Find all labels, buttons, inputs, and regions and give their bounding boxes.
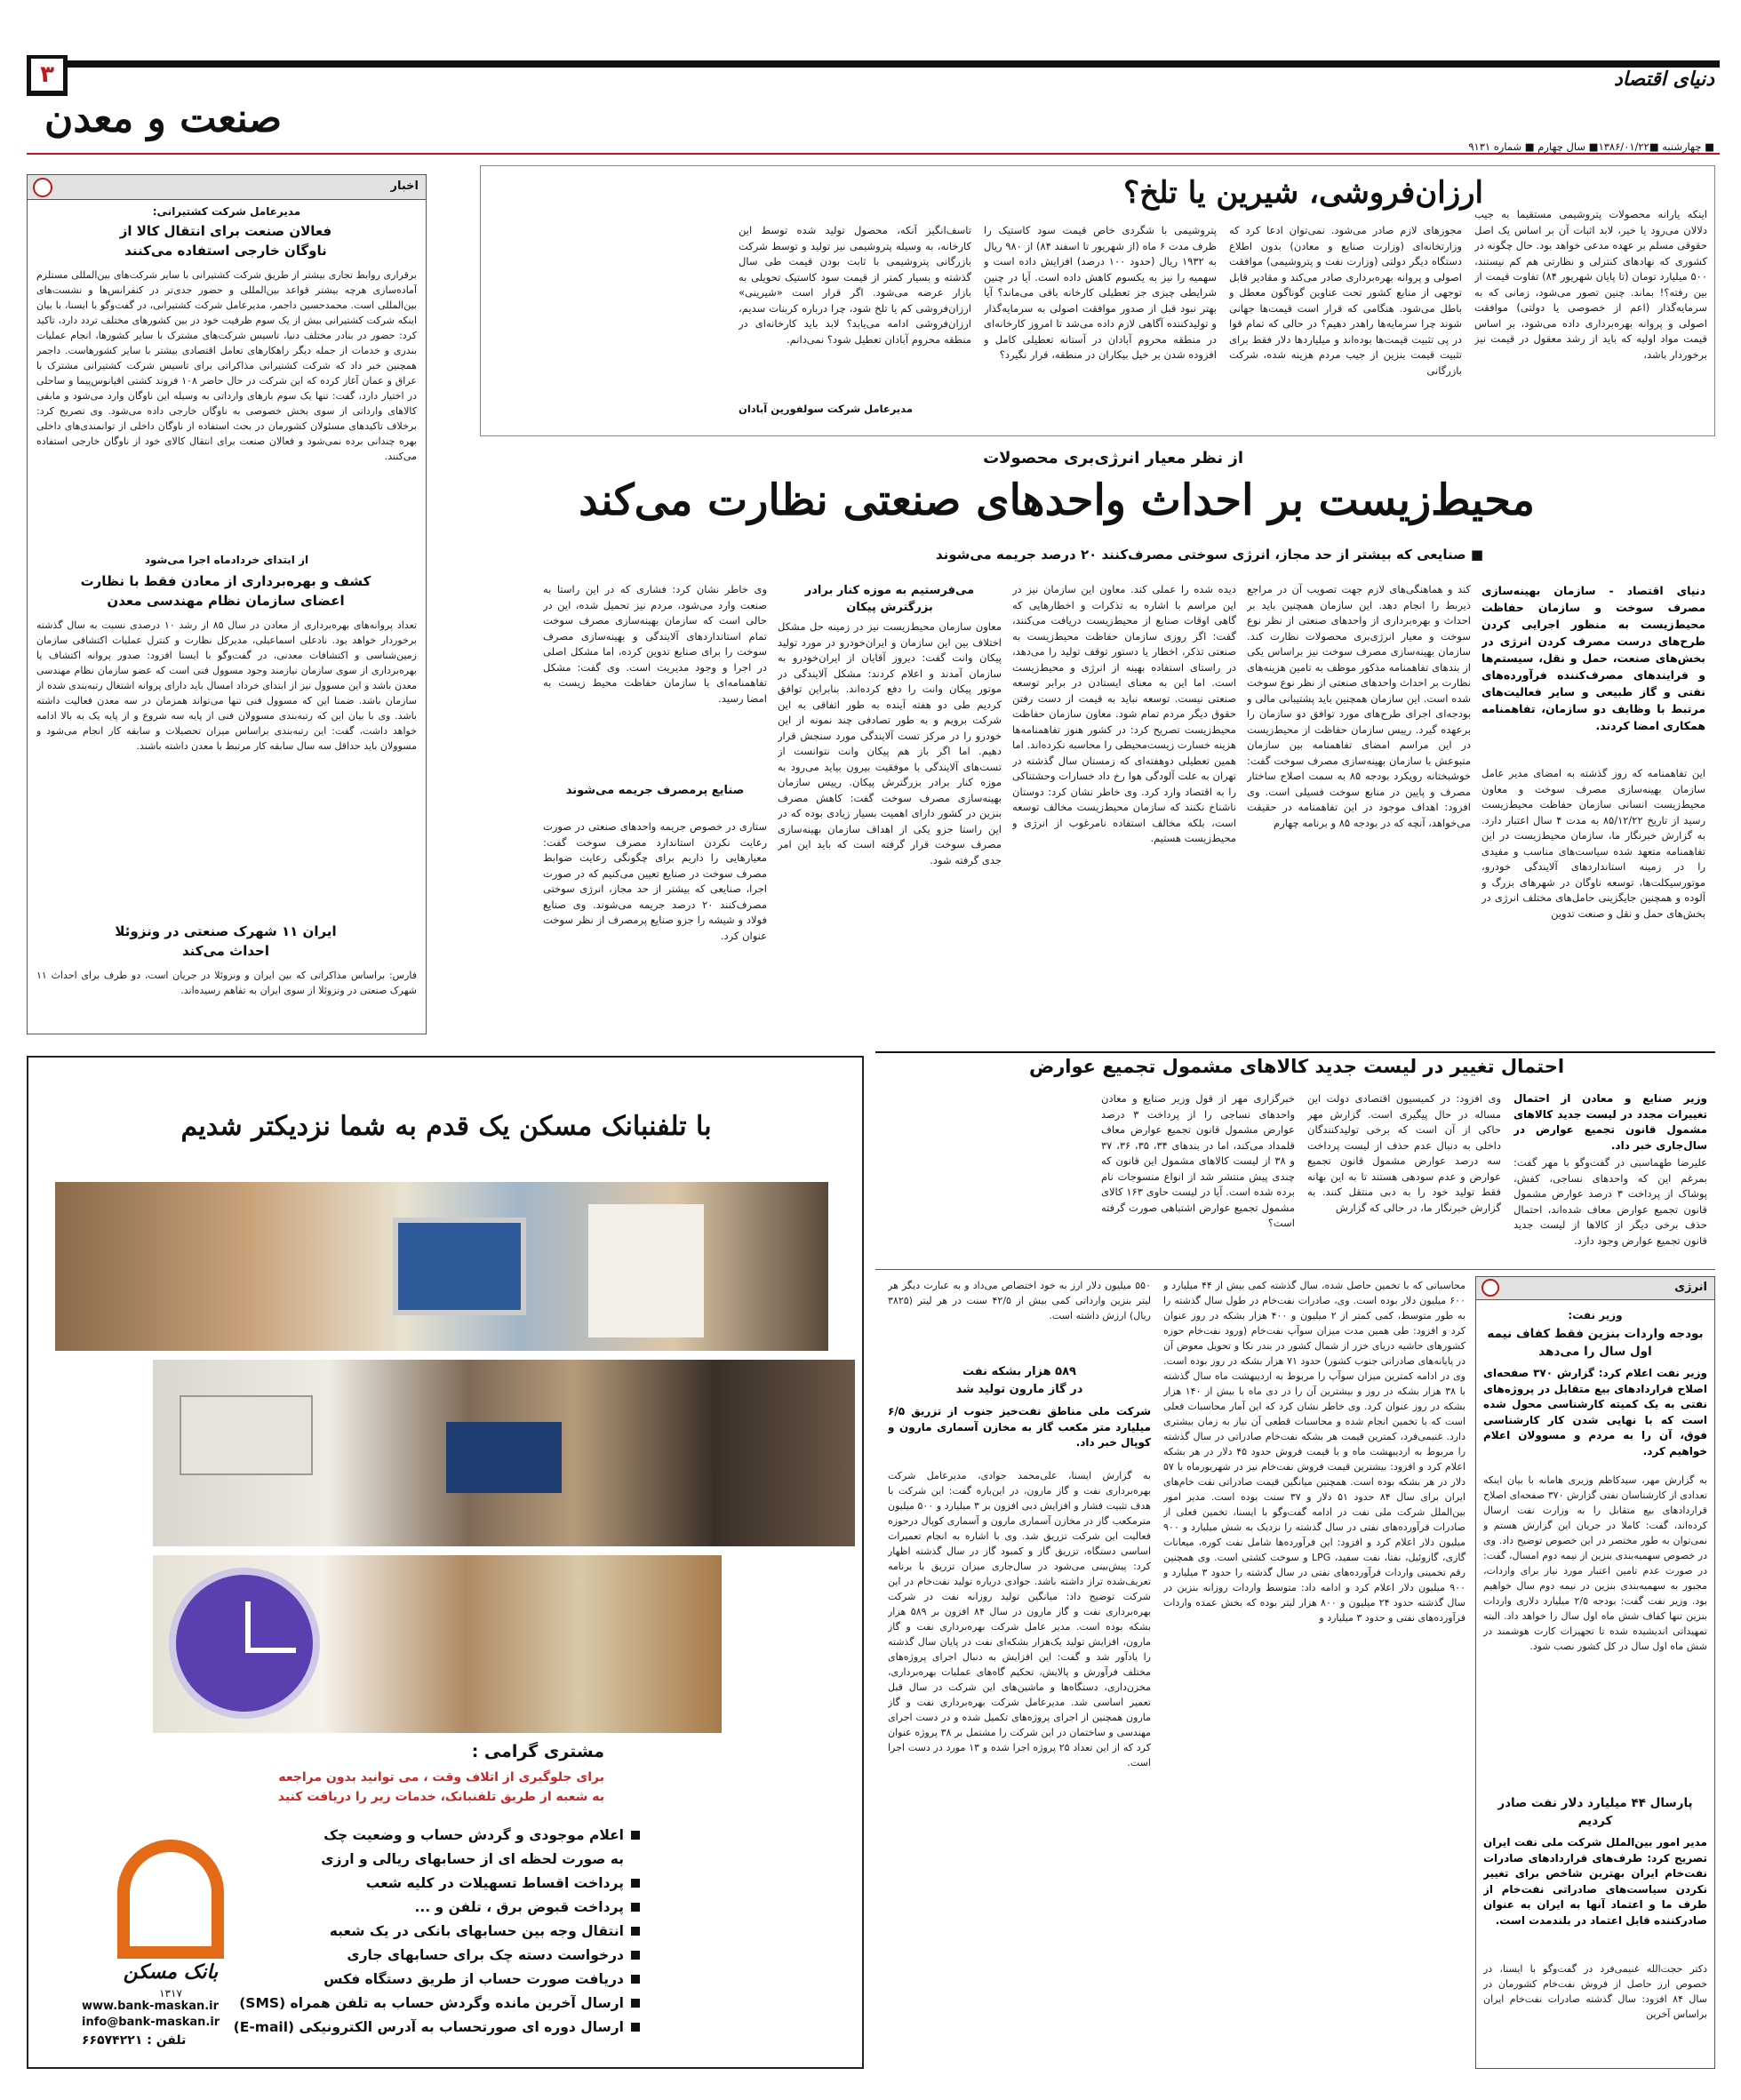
bank-phone: تلفن : ۶۶۵۷۴۲۲۱ [82,2033,187,2048]
bullet-icon [631,1951,640,1960]
bank-email[interactable]: info@bank-maskan.ir [82,2016,220,2029]
energy-a1-body: به گزارش مهر، سیدکاظم وزیری هامانه با بیان اینکه تعدادی از کارشناسان نفتی گزارش ۳۷۰ صفحه‌ای اصلاح قراردادهای بیع متقابل را به وزارت نفت ارسال کرده‌اند، گفت: کاملا در جریان این گزارش هستم و نمی‌توان به طور مختصر در این خصوص توضیح داد. وی در خصوص سهمیه‌بندی بنزین از نیمه دوم امسال، گفت: در صورت عدم تامین اعتبار مورد نیاز برای واردات، مجبور به سهمیه‌بندی بنزین در نیمه دوم سال خواهیم بود. وزیر نفت گفت: بودجه ۲/۵ میلیارد دلاری واردات بنزین تنها کفاف شش ماه اول سال را خواهد داد. البته تمهیداتی اندیشیده شده تا تجهیزات کارت هوشمند در شش ماه اول سال در کل کشور نصب شود. [1483,1474,1707,1652]
main-col-5b: ستاری در خصوص جریمه واحدهای صنعتی در صورت رعایت نکردن استاندارد مصرف سوخت گفت: معیارهایی را داریم برای چگونگی رعایت ضوابط مصرف سوخت در صنایع تعیین می‌کنیم که در صورت اجرا، صنایعی که بیشتر از حد مجاز، انرژی سوختی مصرف‌کنند ۲۰ درصد جریمه می‌شوند. وی صنایع فولاد و شیشه را جزو صنایع پرمصرف از نظر سوخت عنوان کرد. [543,820,767,942]
ad-red-line-1: برای جلوگیری از اتلاف وقت ، می توانید بدون مراجعه [278,1770,604,1785]
bank-website[interactable]: www.bank-maskan.ir [82,2000,220,2013]
energy-label: انرژی [1674,1281,1707,1294]
laptop-screen [393,1218,526,1315]
main-lead: ■ صنایعی که بیشتر از حد مجاز، انرژی سوختی مصرف‌کنند ۲۰ درصد جریمه می‌شوند [935,547,1483,563]
bullet-icon [631,1879,640,1888]
bank-logo-base [117,1946,224,1959]
ad-services-list [178,1824,640,2040]
phone-keypad [180,1395,313,1475]
main-col-4-heading: می‌فرستیم به موزه کنار برادر بزرگترش پیکان [804,584,975,614]
news-1-supertitle: مدیرعامل شرکت کشتیرانی: [152,205,301,218]
energy-col-2: محاسباتی که با تخمین حاصل شده، سال گذشته کمی بیش از ۴۴ میلیارد و ۶۰۰ میلیون دلار بوده است. وی، صادرات نفت‌خام در طول سال گذشته را به طور متوسط، کمی کمتر از ۲ میلیون و ۴۰۰ هزار بشکه در روز عنوان کرد و افزود: طی همین مدت میزان سوآپ نفت‌خام (ورود نفت‌خام حوزه کشورهای حاشیه دریای خزر از شمال کشور در بندر نکا و تحویل معوض آن در پایانه‌های صادراتی جنوب کشور) حدود ۷۱ هزار بشکه در روز بوده است. وی در ادامه کمترین میزان سوآپ را مربوط به اردیبهشت ماه سال گذشته با ۳۸ هزار بشکه در روز و بیشترین آن را در دی ماه با بیش از ۱۴۰ هزار بشکه در روز عنوان کرد. وی خاطر نشان کرد که این آمار محاسبات فعلی است که با تخمین انجام شده و محاسبات قطعی آن نیاز به زمان بیشتری دارد. غنیمی‌فرد، کمترین قیمت هر بشکه نفت‌خام صادراتی در سال گذشته را مربوط به اردیبهشت ماه و با قیمت فروش حدود ۴۵ دلار در هر بشکه اعلام کرد و افزود: بیشترین قیمت فروش نفت‌خام نیز در شهریورماه با ۵۷ دلار در هر بشکه بوده است. همچنین میانگین قیمت صادراتی نفت خام‌های ایران برای سال ۸۴ حدود ۵۱ دلار و ۳۷ سنت بوده است. مدیر امور بین‌الملل شرکت ملی نفت در ادامه گفت‌وگو با ایسنا، تخمین فعلی از صادرات فرآورده‌های نفتی در سال گذشته را نزدیک به شش میلیارد و ۹۰۰ میلیون دلار اعلام کرد و افزود: این فرآورده‌ها شامل نفت کوره، میعانات گازی، گازوئیل، نفتا، نفت سفید، LPG و سوخت کشتی است. وی همچنین رقم تخمینی واردات فرآورده‌های نفتی در سال گذشته را حدود ۳ میلیارد و ۹۰۰ میلیون دلار اعلام کرد و ادامه داد: متوسط واردات روزانه بنزین در سال گذشته حدود ۲۴ میلیون و ۸۰۰ هزار لیتر بوده که بخش عمده واردات فرآورده‌های نفتی و حدود ۳ میلیارد و [1163,1280,1465,1624]
bank-name: بانک مسکن [123,1960,219,1984]
page-number: ۳ [31,59,63,91]
opinion-author: مدیرعامل شرکت سولفورین آبادان [739,403,913,415]
service-item: درخواست دسته چک برای حسابهای جاری [178,1944,640,1968]
service-item: پرداخت اقساط تسهیلات در کلیه شعب [178,1872,640,1896]
service-item: پرداخت قبوض برق ، تلفن و ... [178,1896,640,1920]
news-3-body: فارس: براساس مذاکراتی که بین ایران و ونزوئلا در جریان است، دو طرف برای احداث ۱۱ شهرک صنعتی در ونزوئلا از سوی ایران به تفاهم رسیده‌اند. [36,970,417,996]
ad-greeting: مشتری گرامی : [471,1742,604,1761]
service-item: ارسال آخرین مانده وگردش حساب به تلفن همراه (SMS) [178,1992,640,2016]
service-item: دریافت صورت حساب از طریق دستگاه فکس [178,1968,640,1992]
opinion-col-2: مجوزهای لازم صادر می‌شود. نمی‌توان ادعا کرد که وزارتخانه‌ای (وزارت صنایع و معادن) بدون اطلاع دستگاه دیگر دولتی (وزارت نفت و پتروشیمی) موافقت اصولی و پروانه بهره‌برداری صادر می‌کند و مقادیر قابل توجهی از منابع کشور تحت عناوین گوناگون معطل و باطل می‌شود. هنگامی که قرار است قیمت‌ها جهانی شوند چرا سرمایه‌ها راهدر دهیم؟ در حالی که تمام قوا در پی تثبیت قیمت‌ها بوده‌اند و میلیاردها دلار فقط برای تثبیت قیمت بنزین از جیب مردم هزینه شده، شرکت بازرگانی [1229,224,1462,377]
main-kicker: از نظر معیار انرژی‌بری محصولات [983,449,1243,467]
tariff-col-2: وی افزود: در کمیسیون اقتصادی دولت این مساله در حال پیگیری است. گزارش مهر حاکی از آن است که برخی تولیدکنندگان داخلی به دنبال عدم حذف از لیست پرداخت سه درصد عوارض مشمول قانون تجمیع عوارض و عدم سودهی هستند تا به این بهانه فقط تولید خود را به دبی منتقل کنند. به گزارش خبرنگار ما، در حالی که گزارش [1307,1092,1501,1214]
news-2-supertitle: از ابتدای خردادماه اجرا می‌شود [144,554,309,566]
clock-icon [169,1568,320,1719]
bank-founded: ۱۳۱۷ [159,1987,182,2000]
main-col-5-heading: صنایع پرمصرف جریمه می‌شوند [565,784,745,797]
service-item: ارسال دوره ای صورتحساب به آدرس الکترونیکی (E-mail) [178,2016,640,2040]
car-laptop [446,1422,562,1493]
tariff-headline: احتمال تغییر در لیست جدید کالاهای مشمول تجمیع عوارض [1028,1056,1565,1077]
bank-ad[interactable] [27,1056,864,2069]
energy-col-3a: ۵۵۰ میلیون دلار ارز به خود اختصاص می‌داد و به عبارت دیگر هر لیتر بنزین وارداتی کمی بیش از ۴۲/۵ سنت در هر لیتر (۳۸۲۵ ریال) ارزش داشته است. [888,1280,1151,1321]
main-col-2: کند و هماهنگی‌های لازم جهت تصویب آن در مراجع ذیربط را انجام دهد. این سازمان همچنین باید بر احداث و بهره‌برداری از واحدهای صنعتی از نظر نوع سوخت و معیار انرژی‌بری محصولات نظارت کند. سازمان بهینه‌سازی مصرف سوخت نیز براساس یکی از بندهای تفاهمنامه مذکور موظف به تامین هزینه‌های نظارت بر احداث واحدهای صنعتی از نظر نوع سوخت شده است. این سازمان همچنین باید پشتیبانی مالی و بودجه‌ای اجرای طرح‌های مورد توافق دو سازمان را برعهده گیرد. رییس سازمان حفاظت از محیط‌زیست در این مراسم امضای تفاهمنامه بین سازمان متبوعش با سازمان بهینه‌سازی مصرف سوخت گفت: خوشبختانه رویکرد بودجه ۸۵ به سمت اصلاح ساختار مصرف و پایین در منابع سوخت فسیلی است. وی افزود: اهداف موجود در این تفاهمنامه در حقیقت می‌خواهد، آنچه که در بودجه ۸۵ و برنامه چهارم [1247,583,1471,829]
bullet-icon [631,2023,640,2032]
main-intro: دنیای اقتصاد - سازمان بهینه‌سازی مصرف سوخت و سازمان حفاظت محیط‌زیست به منظور اجرایی کردن طرح‌های درست مصرف کردن انرژی در بخش‌های صنعت، حمل و نقل، سیستم‌ها و فرایندهای مصرف‌کننده فرآورده‌های نفتی و گاز طبیعی و سایر فعالیت‌های مرتبط با وظایف دو سازمان، تفاهمنامه همکاری امضا کردند. [1481,584,1705,732]
main-col-4: معاون سازمان محیط‌زیست نیز در زمینه حل مشکل اختلاف بین این سازمان و ایران‌خودرو در مورد تولید پیکان وانت گفت: دیروز آقایان از ایران‌خودرو به سازمان آمدند و اعلام کردند: مشکل آلایندگی در موتور پیکان وانت را دفع کرده‌اند. بنابراین توافق کردیم طی دو هفته آینده به طور اتفاقی به این شرکت برویم و به طور تصادفی چند نمونه از این خودرو را در مرکز تست آلایندگی مورد سنجش قرار دهیم. اما اگر باز هم پیکان وانت نتوانست از تست‌های آلایندگی با موفقیت بیرون بیاید می‌رود به موزه کنار برادر بزرگترش پیکان. رییس سازمان بهینه‌سازی مصرف سوخت گفت: کاهش مصرف بنزین در کشور دارای اهمیت بسیار زیادی بوده که در این راستا جزو یکی از اهداف سازمان بهینه‌سازی مصرف سوخت قرار گرفته است که باید این امر جدی گرفته شود. [778,620,1002,866]
energy-header [1476,1277,1714,1300]
news-1-body: برقراری روابط تجاری بیشتر از طریق شرکت کشتیرانی با سایر شرکت‌های بین‌المللی مستلزم آماده‌سازی هرچه بیشتر قواعد بین‌المللی و حضور جدی‌تر در کنفرانس‌ها و نشست‌های بین‌المللی است. محمدحسین داجمر، مدیرعامل شرکت کشتیرانی، در گفت‌وگو با ایسنا، با بیان اینکه شرکت کشتیرانی بیش از یک سوم ظرفیت خود در بین کشورهای مختلف تردد دارد، تاکید کرد: حضور در بنادر مختلف دنیا، تاسیس شرکت‌های مشترک با سایر کشورها، انجام عملیات بندری و خدمات از جمله دیگر راهکارهای تعامل اقتصادی بیشتر با سایر کشورهاست. داجمر همچنین خبر داد که شرکت کشتیرانی مذاکراتی برای تاسیس شرکت کشتیرانی مشترک با عراق و عمان آغاز کرده که این شرکت در حال حاضر ۱۰۸ فروند کشتی اقیانوس‌پیما و ساحلی در اختیار دارد، گفت: تنها یک سوم بارهای وارداتی به وسیله این ناوگان وارد می‌شود و مابقی کالاهای وارداتی از سوی بخش خصوصی به ناوگان خارجی داده می‌شود. وی تصریح کرد: برخلاف تاکیدهای مسئولان کشورمان در بحث استفاده از ناوگان داخلی از توانمندی‌های داخلی بهره چندانی برده نمی‌شود و فعالان صنعت برای انتقال کالای خود از ناوگان خارجی استفاده می‌کنند. [36,269,417,462]
ad-red-line-2: به شعبه از طریق تلفنبانک، خدمات زیر را دریافت کنید [277,1790,604,1804]
newspaper-logo: دنیای اقتصاد [1614,68,1714,91]
main-col-1: این تفاهمنامه که روز گذشته به امضای مدیر عامل سازمان بهینه‌سازی مصرف سوخت و معاون محیط‌زیست انسانی سازمان حفاظت محیط‌زیست رسید از تاریخ ۸۵/۱۲/۲۲ به مدت ۴ سال اعتبار دارد. به گزارش خبرنگار ما، سازمان محیط‌زیست در این تفاهمنامه متعهد شده سیاست‌های مناسب و مفیدی را در زمینه استانداردهای آلایندگی خودرو، موتورسیکلت‌ها، توسعه ناوگان در شهرهای بزرگ و آلوده و همچنین جایگزینی حامل‌های مختلف انرژی در بخش‌های حمل و نقل و صنعت تدوین [1481,767,1705,920]
globe-icon [1481,1279,1499,1297]
opinion-author-photo [493,228,689,415]
energy-col-3-heading: در گاز مارون تولید شد [955,1383,1083,1396]
bullet-icon [631,1831,640,1840]
ad-headline: با تلفنبانک مسکن یک قدم به شما نزدیکتر شدیم [180,1111,712,1142]
energy-sidebar [1475,1276,1715,2069]
energy-col-3b: به گزارش ایسنا، علی‌محمد جوادی، مدیرعامل شرکت بهره‌برداری نفت و گاز مارون، در این‌باره گفت: این شرکت با هدف تثبیت فشار و افزایش دبی افزون بر ۳ میلیارد و ۵۰۰ میلیون مترمکعب گاز در مخازن آسماری مارون و آسماری کوپال درحوزه فعالیت این شرکت تزریق شد. وی با اشاره به انجام تعمیرات اساسی دستگاه، تزریق گاز و کمبود گاز در سال گذشته اظهار کرد: پیش‌بینی می‌شود در سال‌جاری میزان تزریق با برنامه تعریف‌شده تراز داشته باشد. جوادی درباره تولید نفت‌خام در این شرکت توضیح داد: میانگین تولید روزانه نفت در شرکت بهره‌برداری نفت و گاز مارون در سال ۸۴ افزون بر ۵۸۹ هزار بشکه بوده است. مدیر عامل شرکت بهره‌برداری نفت و گاز مارون، افزایش تولید یک‌هزار بشکه‌ای نفت در پایان سال گذشته را یادآور شد و گفت: این افزایش به دنبال اجرای پروژه‌های مختلف فرآورش و پالایش، تحکیم گاه‌های عملیات بهره‌برداری، مخزن‌داری، دستگاه‌ها و ماشین‌های این شرکت در سال قبل تعمیر اساسی شد. مدیرعامل شرکت بهره‌برداری نفت و گاز مارون همچنین از اجرای پروژه‌های تکمیل شده و در دست اجرای مهندسی و ساختمان در این شرکت را مشتمل بر ۳۸ پروژه عنوان کرد که از این تعداد ۲۵ پروژه اجرا شده و ۱۳ مورد در دست اجرا است. [888,1470,1151,1769]
news-sidebar [27,174,427,1034]
tariff-intro: وزیر صنایع و معادن از احتمال تغییرات مجدد در لیست جدید کالاهای مشمول قانون تجمیع عوارض در سال‌جاری خبر داد. [1513,1092,1707,1152]
ad-photo-family-laptop [55,1182,828,1351]
opinion-col-3: پتروشیمی با شگردی خاص قیمت سود کاستیک را ظرف مدت ۶ ماه (از شهریور تا اسفند ۸۴) از ۹۸۰ ریال به ۱۹۳۲ ریال (حدود ۱۰۰ درصد) افزایش داده است و سهمیه را نیز به یکسوم کاهش داده است. آیا در چنین شرایطی چیزی جز تعطیلی کارخانه باقی می‌ماند؟ آیا بهتر نبود قبل از صدور موافقت اصولی به سرمایه‌گذار و تولیدکننده آگاهی لازم داده می‌شد تا امروز کارخانه‌ای در منطقه محروم آبادان در آستانه تعطیلی کامل و افزوده شدن بر خیل بیکاران در منطقه، قرار نگیرد؟ [984,224,1217,361]
section-title: صنعت و معدن [44,96,283,141]
service-item: انتقال وجه بین حسابهای بانکی در یک شعبه [178,1920,640,1944]
bullet-icon [631,1999,640,2008]
energy-a1-title: بودجه واردات بنزین فقط کفاف نیمه اول سال را می‌دهد [1487,1327,1704,1359]
energy-col-3-intro: شرکت ملی مناطق نفت‌خیز جنوب از تزریق ۶/۵ میلیارد متر مکعب گاز به مخازن آسماری مارون و کوپال خبر داد. [888,1405,1151,1449]
header-rule [27,153,1720,155]
bullet-icon [631,1903,640,1912]
bullet-icon [631,1975,640,1984]
news-1-title: فعالان صنعت برای انتقال کالا از ناوگان خارجی استفاده می‌کنند [119,223,332,259]
news-2-title: کشف و بهره‌برداری از معادن فقط با نظارت اعضای سازمان نظام مهندسی معدن [80,573,371,609]
news-sidebar-header [28,175,426,200]
energy-a1-intro: وزیر نفت اعلام کرد: گزارش ۳۷۰ صفحه‌ای اصلاح قراردادهای بیع متقابل در پروژه‌های نفتی به یک کمیته کارشناسی محول شده است که با نهایی شدن کار کارشناسی فوق، آن را به مردم و مسوولان اعلام خواهیم کرد. [1483,1367,1707,1457]
opinion-title: ارزان‌فروشی، شیرین یا تلخ؟ [1123,175,1483,211]
header-bar [27,60,1720,68]
page-number-badge [27,55,68,96]
opinion-box [480,165,1715,436]
tariff-rule [875,1051,1715,1053]
energy-a1-supertitle: وزیر نفت: [1568,1309,1623,1321]
opinion-col-4: تاسف‌انگیز آنکه، محصول تولید شده توسط این کارخانه، به وسیله پتروشیمی نیز تولید و توسط شرکت بازرگانی پتروشیمی با ثابت بودن قیمت طی سال گذشته و بسیار کمتر از قیمت سود کاستیک تحویلی به بازار عرضه می‌شود. اگر قرار است «شیرینی» ارزان‌فروشی کم یا تلخ شود، چرا درباره کربنات سدیم، ارزان‌فروشی ادامه می‌یابد؟ لابد باید کارخانه‌ای در منطقه محروم آبادان تعطیل شود؟ نمی‌دانم. [739,224,971,346]
service-item: به صورت لحظه ای از حسابهای ریالی و ارزی [321,1851,624,1867]
energy-col-3-heading-sup: ۵۸۹ هزار بشکه نفت [962,1365,1076,1378]
energy-a2-body: دکتر حجت‌الله غنیمی‌فرد در گفت‌وگو با ایسنا، در خصوص ارز حاصل از فروش نفت‌خام کشورمان در سال ۸۴ افزود: سال گذشته صادرات نفت‌خام ایران براساس آخرین [1483,1963,1707,2020]
statement-paper [588,1204,704,1337]
energy-a2-intro: مدیر امور بین‌الملل شرکت ملی نفت ایران تصریح کرد: طرف‌های قراردادهای صادرات نفت‌خام ایران بهترین شاخص برای تغییر نکردن سیاست‌های صادراتی نفت‌خام از طرف ما و اعتماد آنها به ایران به عنوان صادرکننده قابل اعتماد در بلندمدت است. [1483,1836,1707,1927]
main-col-3: دیده شده را عملی کند. معاون این سازمان نیز در این مراسم با اشاره به تذکرات و اخطارهایی که گاهی اوقات صنایع از محیط‌زیست دریافت می‌کنند، گفت: اگر روزی سازمان حفاظت محیط‌زیست به صنعتی تذکر، اخطار یا دستور توقف تولید را می‌دهد، در راستای استفاده بهینه از انرژی و محیط‌زیست است. اما این به معنای ایستادن در برابر توسعه صنعتی نیست. توسعه نباید به قیمت از دست رفتن حقوق دیگر مردم تمام شود. معاون سازمان حفاظت محیط‌زیست تصریح کرد: در کشور هنوز تفاهمنامه‌ها هزینه خسارت زیست‌محیطی را محاسبه نکرده‌اند. اما همین تعطیلی دوهفته‌ای که زمستان سال گذشته در تهران به علت آلودگی هوا رخ داد خسارات وحشتناکی را به اقتصاد وارد کرد. وی خاطر نشان کرد: دوستان ناشناخ نکنند که سازمان محیط‌زیست مخالف توسعه است، بلکه مخالف استفاده نامرغوب از انرژی و محیط‌زیست هستیم. [1012,583,1236,844]
news-3-title: ایران ۱۱ شهرک صنعتی در ونزوئلا احداث می‌کند [115,923,337,959]
dateline: ■ چهارشنبه ■۱۳۸۶/۰۱/۲۲■ سال چهارم ■ شماره ۹۱۳۱ [1468,140,1714,153]
energy-a2-title: پارسال ۴۴ میلیارد دلار نفت صادر کردیم [1497,1796,1693,1828]
news-sidebar-label: اخبار [390,180,419,193]
bullet-icon [631,1927,640,1936]
globe-icon [33,178,52,197]
bank-logo-icon [117,1840,224,1946]
news-2-body: تعداد پروانه‌های بهره‌برداری از معادن در سال ۸۵ از رشد ۱۰ درصدی نسبت به سال گذشته برخوردار خواهد بود. نادعلی اسماعیلی، مدیرکل نظارت و کنترل عملیات اکتشافی سازمان زمین‌شناسی و اکتشافات معدنی، در گفت‌وگو با ایسنا افزود: صدور پروانه اکتشاف یا بهره‌برداری از سوی سازمان نیازمند وجود مسوول فنی است که عضو سازمان نظام مهندسی معدن باشد و این مسوول نیز از ابتدای خرداد امسال باید دارای پروانه اشتغال رتبه‌بندی شده از سازمان باشد. ضمنا این که مسوول فنی تنها می‌تواند همزمان در سه معدن فعالیت داشته باشد. وی با بیان این که رتبه‌بندی مسوولان فنی از پایه سه شروع و از پایه یک به بالا ادامه خواهد داشت، گفت: این رتبه‌بندی براساس میزان تحصیلات و سابقه کار انجام می‌شود و مسوولان باید حداقل سه سال سابقه کار مرتبط با معدن داشته باشند. [36,619,417,752]
main-headline: محیط‌زیست بر احداث واحدهای صنعتی نظارت می‌کند [579,475,1535,525]
tariff-col-1: علیرضا طهماسبی در گفت‌وگو با مهر گفت: بمرغم این که واحدهای نساجی، کفش، پوشاک از پرداخت ۳ درصد عوارض مشمول قانون تجمیع عوارض معاف شده‌اند، احتمال حذف برخی دیگر از کالاها از لیست جدید قانون تجمیع عوارض وجود دارد. [1513,1156,1707,1247]
service-item: اعلام موجودی و گردش حساب و وضعیت چک [178,1824,640,1848]
opinion-col-1: اینکه یارانه محصولات پتروشیمی مستقیما به جیب دلالان می‌رود یا خیر، لابد اثبات آن بر اساس یک اصل حقوقی مسلم بر عهده مدعی خواهد بود. حال چگونه در کشوری که نهادهای کنترلی و نظارتی هم کم نیستند، ۵۰۰ میلیارد تومان (تا پایان شهریور ۸۴) تفاوت قیمت از بین رفته؟! بماند. چنین تصور می‌شود، زمانی که به سرمایه‌گذار (اعم از خصوصی یا دولتی) موافقت اصولی و پروانه بهره‌برداری داده می‌شود، بر اساس قیمت مواد اولیه که باید از رشد معقول در قیمت نیز برخوردار باشد، [1474,208,1707,361]
main-col-5: وی خاطر نشان کرد: فشاری که در این راستا به صنعت وارد می‌شود، مردم نیز تحمیل شده، این در حالی است که سازمان بهینه‌سازی مصرف سوخت تمام استانداردهای آلایندگی و بهینه‌سازی مصرف سوخت را برای صنایع تدوین کرده، اما مشکل اصلی در اجرا و وجود مدیریت است. وی گفت: مشکل تفاهمنامه‌ای با سازمان حفاظت محیط زیست به امضا رسید. [543,583,767,705]
ad-photo-clock-woman [153,1555,722,1733]
tariff-col-3: خبرگزاری مهر از قول وزیر صنایع و معادن واحدهای نساجی را از پرداخت ۳ درصد عوارض مشمول قانون تجمیع عوارض معاف قلمداد می‌کند، اما در بندهای ۳۴، ۳۵، ۳۶، ۳۷ و ۳۸ از لیست کالاهای مشمول این قانون که چندی پیش منتشر شد از انواع منسوجات نام برده شده است. آیا در لیست حاوی ۱۶۳ کالای مشمول تجمیع عوارض اشتباهی صورت گرفته است؟ [1101,1092,1295,1229]
ad-photo-car-laptop [153,1360,855,1546]
